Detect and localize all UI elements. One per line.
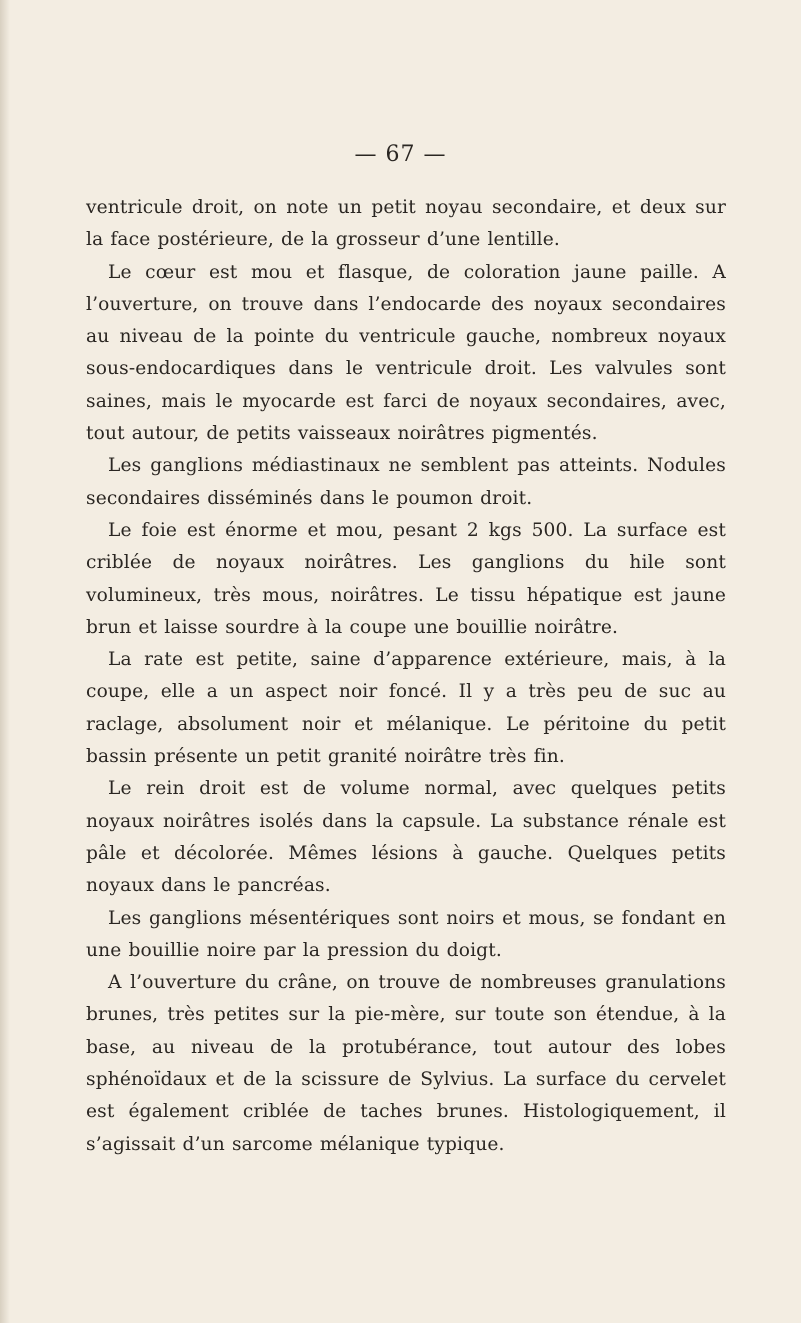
body-text — [86, 192, 726, 1161]
paragraph-2: Le cœur est mou et flasque, de coloration jaune paille. A l’ouverture, on trouve dans l’endocarde des noyaux secondaires au niveau de la pointe du ventricule gauche, nombreux noyaux sous-endocardiques dans le ventricule droit. Les valvules sont saines, mais le myocarde est farci de noyaux secondaires, avec, tout autour, de petits vaisseaux noirâtres pigmentés. — [86, 261, 726, 445]
paragraph-4: Le foie est énorme et mou, pesant 2 kgs 500. La surface est criblée de noyaux noirâtres. Les ganglions du hile sont volumineux, très mous, noirâtres. Le tissu hépatique est jaune brun et laisse sourdre à la coupe une bouillie noirâtre. — [86, 519, 726, 638]
paragraph-3: Les ganglions médiastinaux ne semblent pas atteints. Nodules secondaires disséminés dans le poumon droit. — [86, 455, 726, 509]
paragraph-7: Les ganglions mésentériques sont noirs et mous, se fondant en une bouillie noire par la pression du doigt. — [86, 907, 726, 961]
paragraph-8: A l’ouverture du crâne, on trouve de nombreuses granulations brunes, très petites sur la pie-mère, sur toute son étendue, à la base, au niveau de la protubérance, tout autour des lobes sphénoïdaux et de la scissure de Sylvius. La surface du cervelet est également criblée de taches brunes. Histologiquement, il s’agissait d’un sarcome mélanique typique. — [86, 972, 726, 1155]
paragraph-6: Le rein droit est de volume normal, avec quelques petits noyaux noirâtres isolés dans la capsule. La substance rénale est pâle et décolorée. Mêmes lésions à gauche. Quelques petits noyaux dans le pancréas. — [86, 778, 726, 897]
page-edge-shadow — [0, 0, 10, 1323]
paragraph-1: ventricule droit, on note un petit noyau secondaire, et deux sur la face postérieure, de la grosseur d’une lentille. — [86, 197, 726, 251]
paragraph-5: La rate est petite, saine d’apparence extérieure, mais, à la coupe, elle a un aspect noir foncé. Il y a très peu de suc au raclage, absolument noir et mélanique. Le péritoine du petit bassin présente un petit granité noirâtre très fin. — [86, 649, 726, 768]
page-number: — 67 — — [354, 142, 447, 167]
